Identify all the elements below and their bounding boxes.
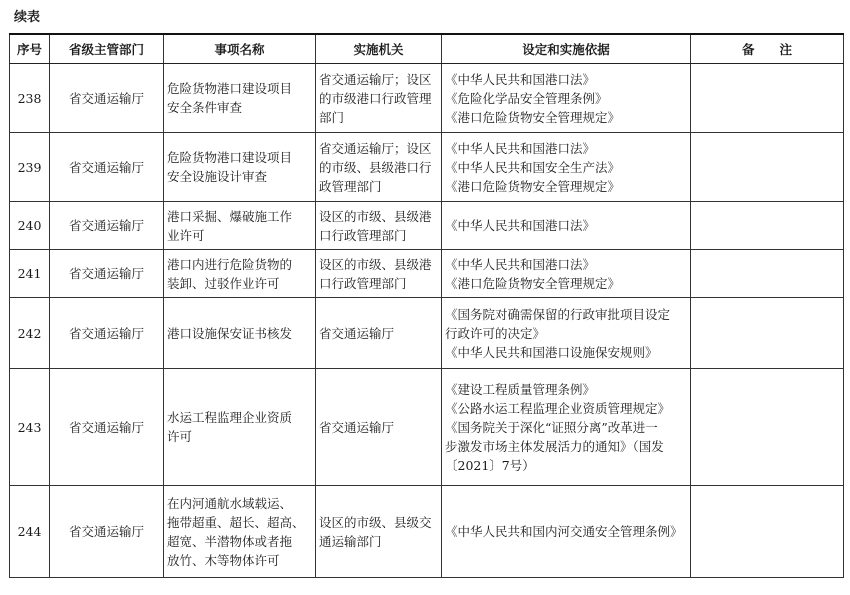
row-implementing-org-line: 省交通运输厅；设区 (319, 140, 432, 156)
row-legal-basis (442, 250, 691, 298)
table-row (10, 369, 844, 486)
row-implementing-org-line: 通运输部门 (319, 533, 382, 549)
row-remarks (691, 133, 844, 202)
row-implementing-org (316, 369, 442, 486)
row-item-name (164, 133, 316, 202)
row-item-name-line: 水运工程监理企业资质 (167, 410, 293, 425)
row-department: 省交通运输厅 (50, 369, 164, 486)
row-item-name-line: 在内河通航水域载运、 (167, 495, 293, 511)
table-row (10, 486, 844, 578)
row-implementing-org-line: 部门 (319, 109, 345, 125)
row-legal-basis-line: 《中华人民共和国港口法》 (445, 140, 596, 156)
row-implementing-org-line: 口行政管理部门 (319, 227, 407, 243)
row-item-name (164, 369, 316, 486)
continued-label: 续表 (14, 10, 41, 25)
row-number: 238 (10, 64, 50, 133)
table-row (10, 250, 844, 298)
row-implementing-org (316, 250, 442, 298)
row-implementing-org (316, 486, 442, 578)
row-item-name-line: 港口设施保安证书核发 (167, 325, 293, 341)
row-legal-basis-line: 《中华人民共和国港口法》 (445, 218, 596, 233)
row-legal-basis (442, 202, 691, 250)
row-legal-basis-line: 《中华人民共和国港口法》 (445, 71, 596, 87)
row-item-name-line: 安全设施设计审查 (167, 169, 268, 184)
row-legal-basis-line: 《中华人民共和国港口法》 (445, 256, 596, 272)
row-legal-basis (442, 298, 691, 369)
row-implementing-org (316, 133, 442, 202)
col-header-name: 事项名称 (164, 34, 316, 64)
row-item-name-line: 放竹、木等物体许可 (167, 552, 280, 568)
row-implementing-org (316, 298, 442, 369)
row-department: 省交通运输厅 (50, 64, 164, 133)
row-item-name-line: 港口采掘、爆破施工作 (167, 208, 293, 224)
row-implementing-org-line: 省交通运输厅 (319, 419, 395, 435)
row-remarks (691, 64, 844, 133)
table-row (10, 202, 844, 250)
row-item-name-line: 安全条件审查 (167, 100, 243, 115)
col-header-dept: 省级主管部门 (50, 34, 164, 64)
row-item-name (164, 486, 316, 578)
row-item-name (164, 298, 316, 369)
row-item-name-line: 港口内进行危险货物的 (167, 256, 293, 272)
col-header-org: 实施机关 (316, 34, 442, 64)
row-item-name (164, 202, 316, 250)
row-number: 239 (10, 133, 50, 202)
col-header-no: 序号 (10, 34, 50, 64)
col-header-note: 备 注 (691, 34, 844, 64)
row-number: 242 (10, 298, 50, 369)
table-row (10, 298, 844, 369)
table-row (10, 133, 844, 202)
row-legal-basis-line: 《中华人民共和国安全生产法》 (445, 159, 621, 175)
row-implementing-org-line: 省交通运输厅；设区 (319, 71, 432, 87)
row-number: 241 (10, 250, 50, 298)
row-remarks (691, 202, 844, 250)
row-number: 240 (10, 202, 50, 250)
row-item-name-line: 危险货物港口建设项目 (167, 150, 293, 165)
row-legal-basis-line: 《港口危险货物安全管理规定》 (445, 109, 621, 125)
row-remarks (691, 369, 844, 486)
table-row (10, 64, 844, 133)
row-legal-basis-line: 行政许可的决定》 (445, 325, 546, 341)
row-remarks (691, 298, 844, 369)
row-implementing-org (316, 64, 442, 133)
row-implementing-org (316, 202, 442, 250)
row-item-name-line: 拖带超重、超长、超高、 (167, 514, 305, 530)
row-legal-basis-line: 《国务院对确需保留的行政审批项目设定 (445, 306, 671, 322)
row-item-name-line: 危险货物港口建设项目 (167, 81, 293, 96)
row-legal-basis-line: 步激发市场主体发展活力的通知》（国发 (445, 438, 664, 454)
row-implementing-org-line: 设区的市级、县级港 (319, 256, 432, 272)
row-item-name-line: 许可 (167, 429, 193, 444)
permit-table (9, 33, 844, 578)
row-department: 省交通运输厅 (50, 486, 164, 578)
row-legal-basis-line: 《港口危险货物安全管理规定》 (445, 178, 621, 194)
row-implementing-org-line: 设区的市级、县级交 (319, 514, 432, 530)
row-implementing-org-line: 省交通运输厅 (319, 325, 395, 341)
table-header-row (10, 34, 844, 64)
row-implementing-org-line: 政管理部门 (319, 178, 382, 194)
row-number: 244 (10, 486, 50, 578)
row-implementing-org-line: 设区的市级、县级港 (319, 208, 432, 224)
row-legal-basis-line: 《公路水运工程监理企业资质管理规定》 (445, 400, 671, 416)
row-legal-basis-line: 《港口危险货物安全管理规定》 (445, 275, 621, 291)
row-item-name (164, 64, 316, 133)
row-implementing-org-line: 口行政管理部门 (319, 275, 407, 291)
row-legal-basis-line: 《危险化学品安全管理条例》 (445, 90, 608, 106)
row-legal-basis-line: 《中华人民共和国内河交通安全管理条例》 (445, 524, 683, 539)
row-item-name (164, 250, 316, 298)
col-header-basis: 设定和实施依据 (442, 34, 691, 64)
row-item-name-line: 装卸、过驳作业许可 (167, 275, 280, 291)
row-remarks (691, 486, 844, 578)
row-item-name-line: 超宽、半潜物体或者拖 (167, 533, 293, 549)
row-legal-basis-line: 《中华人民共和国港口设施保安规则》 (445, 344, 658, 360)
row-department: 省交通运输厅 (50, 133, 164, 202)
row-department: 省交通运输厅 (50, 250, 164, 298)
row-legal-basis (442, 64, 691, 133)
row-item-name-line: 业许可 (167, 227, 205, 243)
row-implementing-org-line: 的市级、县级港口行 (319, 159, 432, 175)
row-legal-basis (442, 486, 691, 578)
row-implementing-org-line: 的市级港口行政管理 (319, 90, 432, 106)
row-legal-basis-line: 《建设工程质量管理条例》 (445, 381, 596, 397)
row-legal-basis-line: 〔2021〕7号） (445, 457, 535, 473)
row-remarks (691, 250, 844, 298)
row-legal-basis (442, 133, 691, 202)
row-legal-basis-line: 《国务院关于深化“证照分离”改革进一 (445, 419, 658, 435)
row-department: 省交通运输厅 (50, 298, 164, 369)
row-legal-basis (442, 369, 691, 486)
row-department: 省交通运输厅 (50, 202, 164, 250)
row-number: 243 (10, 369, 50, 486)
